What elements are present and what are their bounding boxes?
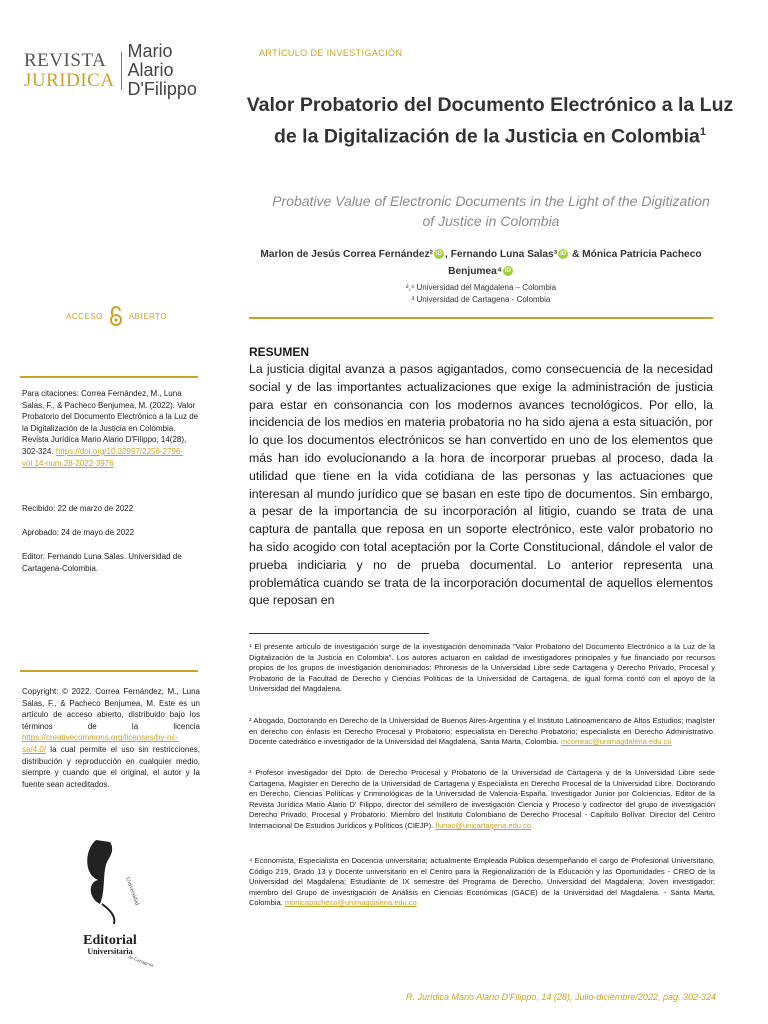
universitaria-word: Universitaria: [87, 947, 133, 956]
editorial-word: Editorial: [83, 933, 137, 948]
article-subtitle: Probative Value of Electronic Documents in the Light of the Digitization of Justice in Colombia: [272, 193, 710, 229]
orcid-icon[interactable]: iD: [560, 251, 567, 258]
sidebar-divider-bottom: [20, 670, 198, 672]
footnote-2: [249, 716, 715, 748]
author-3: & Mónica Patricia Pacheco Benjumea⁴: [448, 249, 702, 277]
footnote-3: [249, 768, 715, 832]
abstract-heading: RESUMEN: [249, 345, 310, 359]
logo-juridica: JURIDICA: [24, 69, 115, 91]
article-type: ARTÍCULO DE INVESTIGACIÓN: [259, 48, 403, 58]
arc-text-top: Universidad: [124, 876, 140, 907]
author-list: [248, 246, 714, 280]
citation-text: Para citaciones: Correa Fernández, M., Luna Salas, F., & Pacheco Benjumea, M. (2022). Valor Probatorio del Documento Electrónico a la Luz de la Digitalización de la Justicia en Colombia. Revista Jurídica Mario Alario D'Filippo, 14(28), 302-324.: [22, 389, 199, 456]
open-access-icon: [109, 305, 123, 327]
affiliation-1: ²,⁴ Universidad del Magdalena – Colombia: [405, 283, 557, 292]
title-footnote-ref[interactable]: 1: [699, 126, 706, 138]
logo-revista: REVISTA: [24, 49, 107, 71]
sidebar-divider-top: [20, 376, 198, 378]
affiliation-2: ³ Universidad de Cartagena - Colombia: [411, 295, 551, 304]
citation-block: [22, 388, 200, 469]
footnote-1: ¹ El presente artículo de investigación surge de la investigación denominada "Valor Probatorio del Documento Electrónico a la Luz de la Digitalización de la Justicia en Colombia". Los autores actuaron en calidad de investigadores principales y fue financiado por recursos propios de los grupos de investigación denominados: Phronesis de la Universidad Libre sede Cartagena y Derecho Privado, Procesal y Probatorio de la Facultad de Derecho y Ciencias Políticas de la Universidad de Cartagena, de igual forma contó con el apoyo de la Universidad del Magdalena.: [249, 642, 715, 694]
open-access-left: ACCESO: [66, 311, 103, 321]
footnote-2-text: ² Abogado, Doctorando en Derecho de la Universidad de Buenos Aires-Argentina y el Instituto Latinoamericano de Altos Estudios; magíster en derecho con énfasis en Derecho Procesal y Probatorio; especialista en Derecho Probatorio; especialista en Derecho Administrativo. Docente catedrático e investigador de la Universidad del Magdalena, Santa Marta, Colombia.: [249, 716, 715, 747]
license-link[interactable]: https://creativecommons.org/licenses/by-nc-sa/4.0/: [22, 733, 179, 754]
article-title: [240, 92, 740, 151]
copyright-block: [22, 686, 200, 790]
footnote-rule: [249, 633, 429, 634]
copyright-text: Copyright: © 2022. Correa Fernández, M., Luna Salas, F., & Pacheco Benjumea, M. Este es un artículo de acceso abierto, distribuido bajo los términos de la licencia: [22, 687, 200, 731]
approved-date: Aprobado: 24 de mayo de 2022: [22, 528, 135, 537]
open-access-right: ABIERTO: [128, 311, 168, 321]
article-title-text: Valor Probatorio del Documento Electrónico a la Luz de la Digitalización de la Justicia en Colombia: [246, 94, 734, 148]
open-access-badge: [66, 305, 167, 327]
footnote-4: [249, 856, 715, 909]
journal-logo: [24, 42, 214, 99]
abstract-text: La justicia digital avanza a pasos agigantados, como consecuencia de la necesidad social y de las importantes actualizaciones que exige la administración de justicia para estar en consonancia con los modernos avances tecnológicos. Por ello, la incidencia de los medios en materia probatoria no ha sido ajena a esta situación, por lo que los documentos electrónicos se han convertido en uno de los elementos que más han ido evolucionando a la hora de incorporar pruebas al proceso, dada la utilidad que tiene en la vida cotidiana de las personas y las actuaciones que interesan al mundo jurídico que se basan en este tipo de documentos. Sin embargo, a pesar de la importancia de su incorporación al litigio, cuando se trata de una captura de pantalla que reposa en un soporte electrónico, este valor probatorio no ha sido acogido con total aceptación por la Corte Constitucional, dándole el valor de prueba indiciaria y no de prueba documental. Lo anterior representa una problemática cuando se trata de la incorporación documental de aquellos elementos que reposan en: [249, 362, 713, 608]
orcid-icon[interactable]: iD: [436, 251, 443, 258]
received-date: Recibido: 22 de marzo de 2022: [22, 504, 134, 513]
footnote-4-text: ⁴ Economista, Especialista en Docencia universitaria; actualmente Empleada Pública desempeñando el cargo de Profesional Universitario, Código 219, Grado 13 y Docente universitario en el Centro para la Regionalización de la Educación y las Oportunidades - CREO de la Universidad del Magdalena; Estudiante de IX semestre del Programa de Derecho, Universidad del Magdalena; Joven investigador; miembro del Grupo de investigación de Análisis en Ciencias Económicas (GACE) de la Universidad del Magdalena. - Santa Marta, Colombia.: [249, 856, 715, 908]
editor-note: Editor: Fernando Luna Salas. Universidad de Cartagena-Colombia.: [22, 552, 182, 573]
sidebar: [0, 0, 214, 1024]
footnote-3-text: ³ Profesor investigador del Dpto. de Derecho Procesal y Probatorio de la Universidad de Cartagena y de la Universidad Libre sede Cartagena, Magíster en Derecho de la Universidad de Cartagena y Especialista en Derecho Procesal de la Universidad Libre. Doctorando en Derecho, Ciencias Políticas y Criminológicas de la Universidad de Valencia-España. Investigador Junior por Colciencias. Editor de la Revista Jurídica Mario Alario D' Filippo, director del semillero de investigación Ciencia y Proceso y codirector del grupo de investigación Derecho Privado, Procesal y Probatorio. Miembro del Instituto Colombiano de Derecho Procesal - Capítulo Bolívar. Director del Centro Internacional De Estudios Jurídicos y Políticos (CIEJP).: [249, 768, 715, 830]
logo-name-line2: D'Filippo: [127, 79, 197, 99]
citation-doi-link[interactable]: https://doi.org/10.32997/2256-2796-vol.14-num.28-2022-3976: [22, 446, 184, 468]
page-footer: R. Jurídica Mario Alario D'Filippo, 14 (28), Julio-diciembre/2022, pág. 302-324: [405, 992, 716, 1002]
logo-divider: [121, 52, 122, 90]
arc-text-bottom: de Cartagena: [127, 955, 154, 969]
logo-revista-juridica: [24, 51, 115, 91]
author-2: , Fernando Luna Salas³: [445, 249, 558, 260]
author-1: Marlon de Jesús Correa Fernández²: [260, 249, 434, 260]
header-divider: [249, 317, 713, 319]
footnote-3-email[interactable]: flunas@unicartagena.edu.co: [435, 820, 531, 830]
copyright-suffix: la cual permite el uso sin restricciones, distribución y reproducción en cualquier medio, siempre y cuando que el original, el autor y la fuente sean acreditados.: [22, 744, 200, 789]
logo-name-line1: Mario Alario: [127, 41, 174, 80]
editorial-logo: [66, 820, 156, 970]
footnote-2-email[interactable]: mcorreac@unimagdalena.edu.co: [560, 737, 672, 747]
logo-mario-alario: [127, 42, 214, 99]
footnote-4-email[interactable]: monicapacheco@unimagdalena.edu.co: [284, 898, 417, 908]
orcid-icon[interactable]: iD: [504, 268, 511, 275]
